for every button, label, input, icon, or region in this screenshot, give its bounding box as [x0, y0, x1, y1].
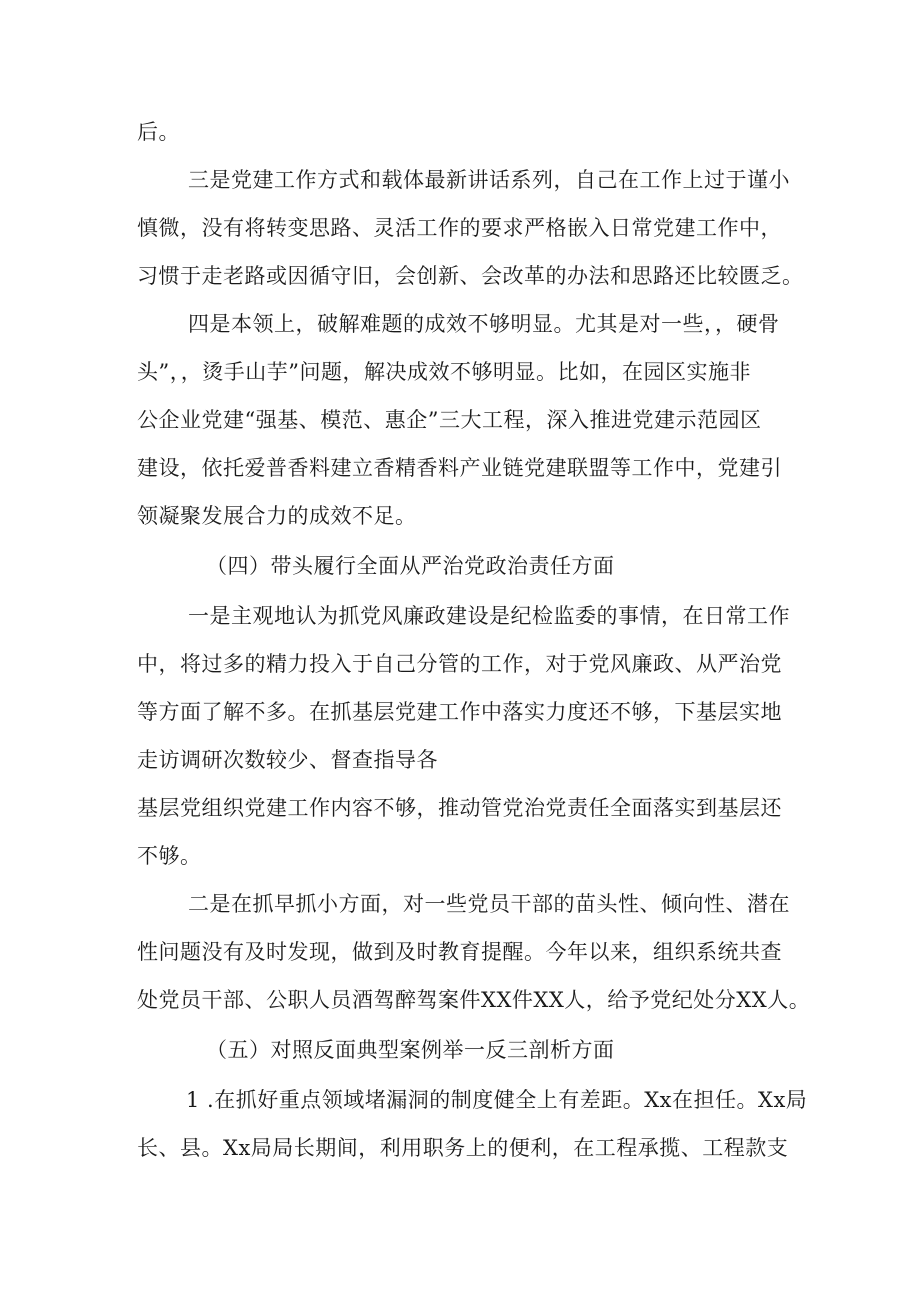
- text-line: 走访调研次数较少、督查指导各: [137, 748, 438, 772]
- paragraph-first-line: 三是党建工作方式和载体最新讲话系列，自己在工作上过于谨小: [188, 168, 790, 192]
- text-line: 建设，依托爱普香料建立香精香料产业链党建联盟等工作中，党建引: [137, 456, 782, 480]
- paragraph-first-line: 二是在抓早抓小方面，对一些党员干部的苗头性、倾向性、潜在: [188, 892, 790, 916]
- numbered-item-line: 1 .在抓好重点领域堵漏洞的制度健全上有差距。Xx在担任。Xx局: [186, 1088, 808, 1112]
- text-line: 处党员干部、公职人员酒驾醉驾案件XX件XX人，给予党纪处分XX人。: [137, 988, 811, 1012]
- text-line: 领凝聚发展合力的成效不足。: [137, 504, 417, 528]
- text-line: 长、县。Xx局局长期间，利用职务上的便利，在工程承揽、工程款支: [137, 1136, 789, 1160]
- paragraph-first-line: 四是本领上，破解难题的成效不够明显。尤其是对一些，，硬骨: [188, 312, 780, 336]
- text-line: 等方面了解不多。在抓基层党建工作中落实力度还不够，下基层实地: [137, 700, 782, 724]
- text-line: 性问题没有及时发现，做到及时教育提醒。今年以来，组织系统共查: [137, 940, 782, 964]
- paragraph-first-line: 一是主观地认为抓党风廉政建设是纪检监委的事情，在日常工作: [188, 604, 790, 628]
- text-line: 习惯于走老路或因循守旧，会创新、会改革的办法和思路还比较匮乏。: [137, 264, 804, 288]
- text-line: 头”，，烫手山芋”问题，解决成效不够明显。比如，在园区实施非: [137, 360, 751, 384]
- text-line: 中，将过多的精力投入于自己分管的工作，对于党风廉政、从严治党: [137, 652, 782, 676]
- text-line: 基层党组织党建工作内容不够，推动管党治党责任全面落实到基层还: [137, 796, 782, 820]
- section-heading: （五）对照反面典型案例举一反三剖析方面: [206, 1038, 615, 1062]
- text-line: 后。: [137, 120, 180, 144]
- section-heading: （四）带头履行全面从严治党政治责任方面: [206, 554, 615, 578]
- text-line: 公企业党建“强基、模范、惠企”三大工程，深入推进党建示范园区: [137, 408, 762, 432]
- text-line: 慎微，没有将转变思路、灵活工作的要求严格嵌入日常党建工作中，: [137, 216, 782, 240]
- text-line: 不够。: [137, 844, 202, 868]
